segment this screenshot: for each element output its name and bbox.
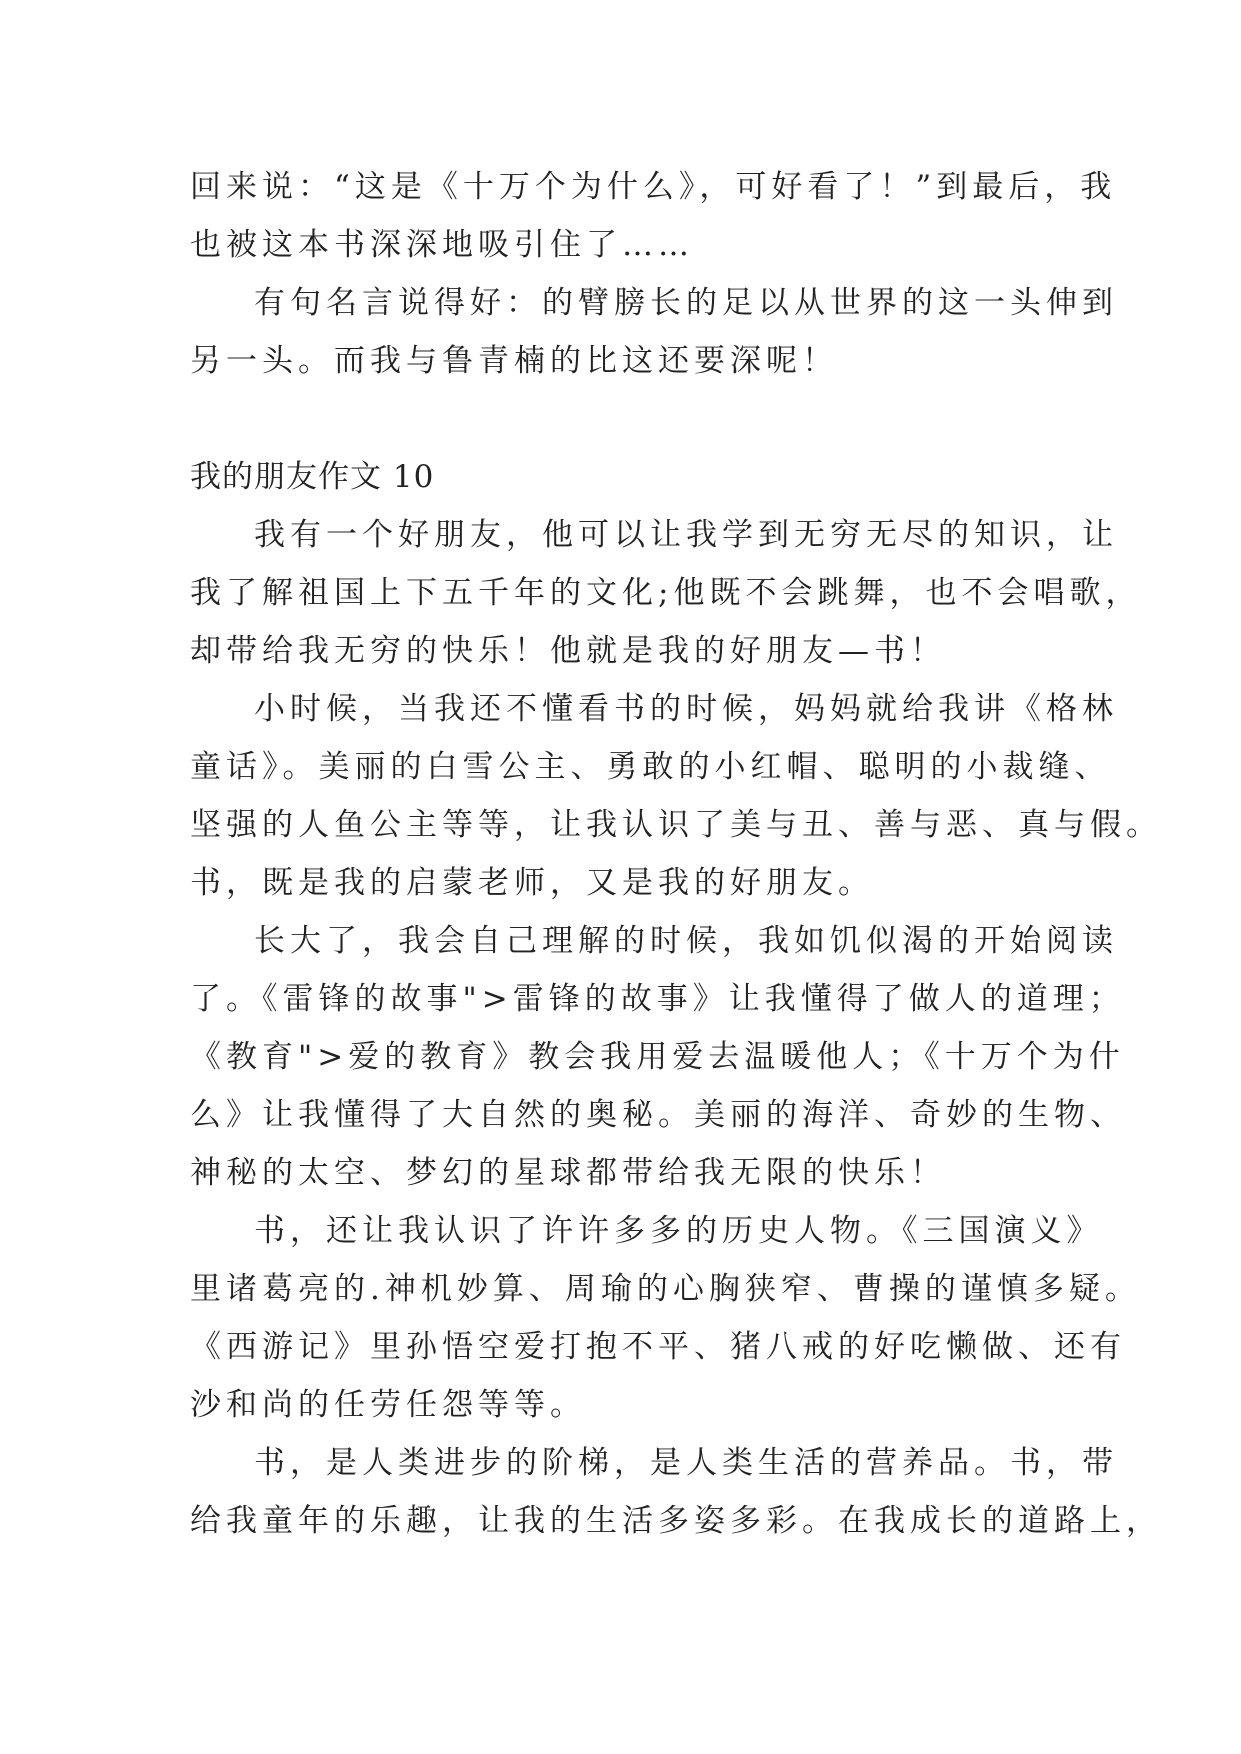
- text-line: 书，既是我的启蒙老师，又是我的好朋友。: [190, 865, 874, 901]
- text-line: 坚强的人鱼公主等等，让我认识了美与丑、善与恶、真与假。: [190, 807, 1162, 843]
- text-line: 么》让我懂得了大自然的奥秘。美丽的海洋、奇妙的生物、: [190, 1097, 1126, 1133]
- text-line: 给我童年的乐趣，让我的生活多姿多彩。在我成长的道路上，: [190, 1503, 1162, 1539]
- text-line: 回来说：“这是《十万个为什么》，可好看了！”到最后，我: [190, 169, 1117, 205]
- text-line: 沙和尚的任劳任怨等等。: [190, 1387, 586, 1423]
- text-line: 另一头。而我与鲁青楠的比这还要深呢！: [190, 343, 838, 379]
- paragraph-first-line: 我有一个好朋友，他可以让我学到无穷无尽的知识，让: [254, 517, 1118, 553]
- text-line: 却带给我无穷的快乐！他就是我的好朋友—书！: [190, 633, 946, 669]
- paragraph-first-line: 有句名言说得好：的臂膀长的足以从世界的这一头伸到: [254, 285, 1118, 321]
- text-line: 我了解祖国上下五千年的文化;他既不会跳舞，也不会唱歌，: [190, 575, 1142, 611]
- paragraph-gap: [190, 390, 1090, 448]
- text-line: 《西游记》里孙悟空爱打抱不平、猪八戒的好吃懒做、还有: [190, 1329, 1126, 1365]
- text-line: 童话》。美丽的白雪公主、勇敢的小红帽、聪明的小裁缝、: [190, 749, 1111, 785]
- text-line: 里诸葛亮的.神机妙算、周瑜的心胸狭窄、曹操的谨慎多疑。: [190, 1271, 1141, 1307]
- text-line: 神秘的太空、梦幻的星球都带给我无限的快乐！: [190, 1155, 946, 1191]
- document-body: [190, 158, 1162, 1550]
- paragraph-first-line: 书，是人类进步的阶梯，是人类生活的营养品。书，带: [254, 1445, 1118, 1481]
- text-line: 《教育">爱的教育》教会我用爱去温暖他人；《十万个为什: [190, 1039, 1125, 1075]
- paragraph-first-line: 小时候，当我还不懂看书的时候，妈妈就给我讲《格林: [254, 691, 1118, 727]
- text-line: 也被这本书深深地吸引住了……: [190, 227, 694, 263]
- paragraph-first-line: 书，还让我认识了许许多多的历史人物。《三国演义》: [254, 1213, 1103, 1249]
- paragraph-first-line: 长大了，我会自己理解的时候，我如饥似渴的开始阅读: [254, 923, 1118, 959]
- text-line: 了。《雷锋的故事">雷锋的故事》让我懂得了做人的道理；: [190, 981, 1125, 1017]
- section-heading: 我的朋友作文 10: [190, 459, 435, 495]
